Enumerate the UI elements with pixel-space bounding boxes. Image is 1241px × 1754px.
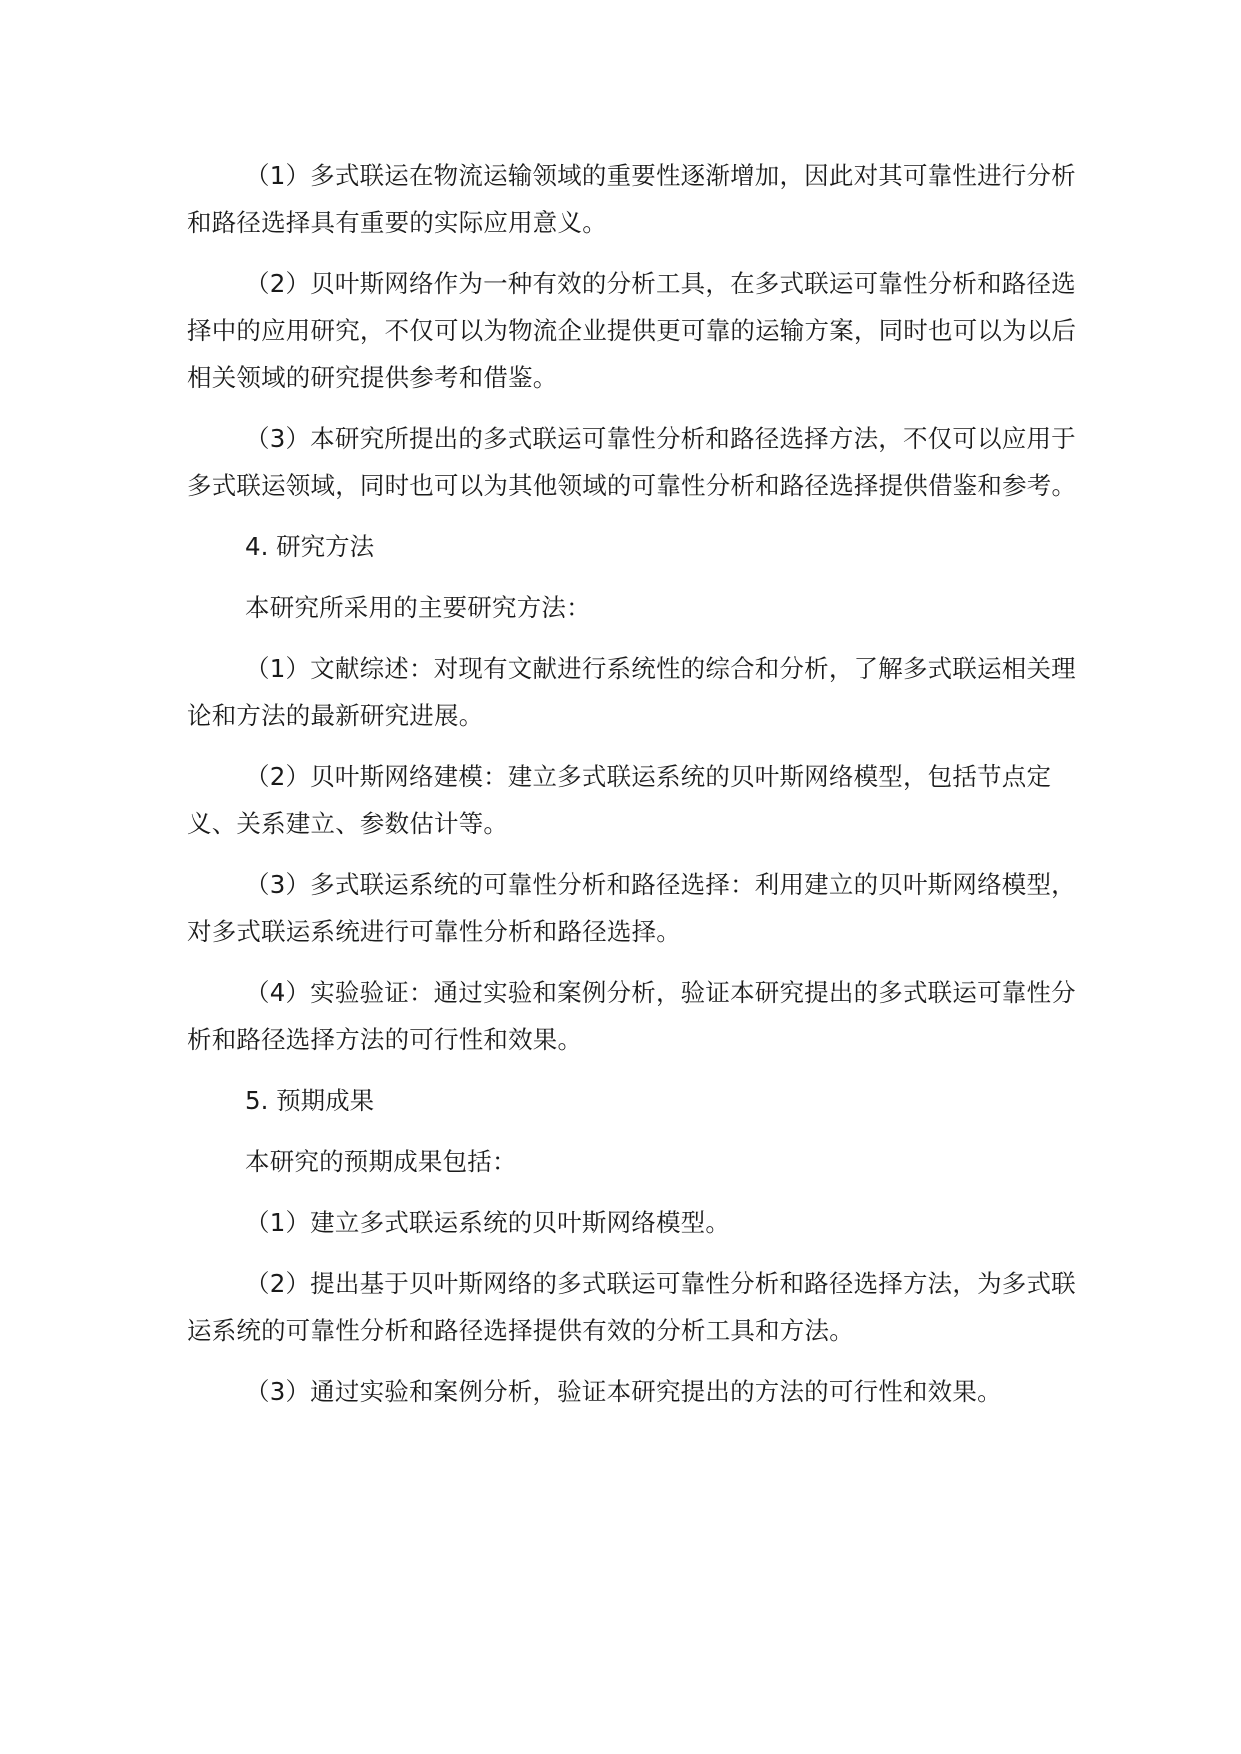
outcomes-intro: 本研究的预期成果包括：	[245, 1147, 517, 1176]
outcomes-heading: 5. 预期成果	[245, 1086, 375, 1115]
methods-intro: 本研究所采用的主要研究方法：	[245, 593, 591, 622]
methods-item-1: （1）文献综述：对现有文献进行系统性的综合和分析，了解多式联运相关理论和方法的最新研究进展。	[187, 654, 1076, 730]
significance-item-1: （1）多式联运在物流运输领域的重要性逐渐增加，因此对其可靠性进行分析和路径选择具有重要的实际应用意义。	[187, 161, 1076, 237]
methods-item-4: （4）实验验证：通过实验和案例分析，验证本研究提出的多式联运可靠性分析和路径选择方法的可行性和效果。	[187, 978, 1076, 1054]
outcomes-item-3: （3）通过实验和案例分析，验证本研究提出的方法的可行性和效果。	[245, 1377, 1002, 1406]
outcomes-item-1: （1）建立多式联运系统的贝叶斯网络模型。	[245, 1208, 731, 1237]
significance-item-3: （3）本研究所提出的多式联运可靠性分析和路径选择方法，不仅可以应用于多式联运领域，同时也可以为其他领域的可靠性分析和路径选择提供借鉴和参考。	[187, 424, 1077, 500]
methods-item-2: （2）贝叶斯网络建模：建立多式联运系统的贝叶斯网络模型，包括节点定义、关系建立、参数估计等。	[187, 762, 1052, 838]
methods-item-3: （3）多式联运系统的可靠性分析和路径选择：利用建立的贝叶斯网络模型，对多式联运系统进行可靠性分析和路径选择。	[187, 870, 1076, 946]
methods-heading: 4. 研究方法	[245, 532, 375, 561]
outcomes-item-2: （2）提出基于贝叶斯网络的多式联运可靠性分析和路径选择方法，为多式联运系统的可靠性分析和路径选择提供有效的分析工具和方法。	[187, 1269, 1076, 1345]
significance-item-2: （2）贝叶斯网络作为一种有效的分析工具，在多式联运可靠性分析和路径选择中的应用研究，不仅可以为物流企业提供更可靠的运输方案，同时也可以为以后相关领域的研究提供参考和借鉴。	[187, 269, 1077, 392]
document-body	[187, 152, 1077, 1429]
